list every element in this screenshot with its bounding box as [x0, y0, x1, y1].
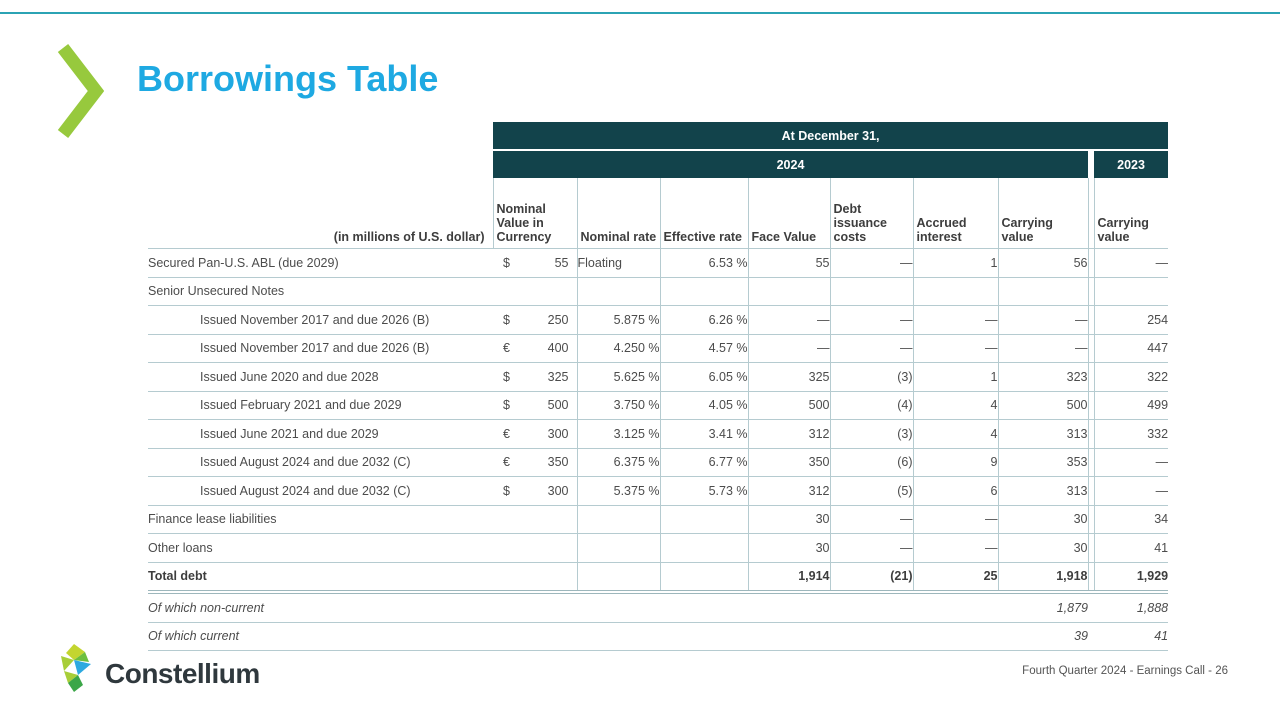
- cell-face-value: 1,914: [748, 562, 830, 592]
- cell-debt-issuance-costs: —: [830, 534, 913, 563]
- cell-nominal-rate: 6.375 %: [577, 448, 660, 477]
- cell-carrying-value-2024: 39: [998, 622, 1088, 651]
- cell-accrued-interest: [913, 277, 998, 306]
- table-row: [148, 391, 1168, 420]
- table-row: [148, 505, 1168, 534]
- nominal-amount: 500: [547, 398, 569, 413]
- table-row: [148, 448, 1168, 477]
- cell-nominal-value: [493, 592, 577, 622]
- cell-nominal-value: [493, 534, 577, 563]
- row-label: Issued August 2024 and due 2032 (C): [148, 477, 493, 506]
- cell-face-value: 30: [748, 534, 830, 563]
- table-row: [148, 592, 1168, 622]
- row-label: Issued June 2020 and due 2028: [148, 363, 493, 392]
- cell-nominal-rate: [577, 534, 660, 563]
- cell-carrying-value-2023: 499: [1094, 391, 1168, 420]
- cell-nominal-rate: 5.875 %: [577, 306, 660, 335]
- cell-accrued-interest: 4: [913, 391, 998, 420]
- brand-logo: [57, 643, 260, 698]
- col-header-carrying-value-2024: Carrying value: [998, 178, 1088, 249]
- cell-debt-issuance-costs: (3): [830, 363, 913, 392]
- nominal-amount: 325: [547, 369, 569, 384]
- cell-face-value: [748, 277, 830, 306]
- cell-face-value: 55: [748, 249, 830, 278]
- row-label: Issued February 2021 and due 2029: [148, 391, 493, 420]
- cell-debt-issuance-costs: —: [830, 306, 913, 335]
- cell-carrying-value-2024: 313: [998, 477, 1088, 506]
- cell-carrying-value-2023: 332: [1094, 420, 1168, 449]
- top-accent-line: [0, 12, 1280, 14]
- cell-nominal-value: [493, 391, 577, 420]
- cell-carrying-value-2024: —: [998, 334, 1088, 363]
- row-label: Total debt: [148, 562, 493, 592]
- cell-effective-rate: [660, 534, 748, 563]
- cell-carrying-value-2023: 34: [1094, 505, 1168, 534]
- cell-nominal-rate: 3.125 %: [577, 420, 660, 449]
- cell-nominal-rate: [577, 277, 660, 306]
- table-row: [148, 534, 1168, 563]
- cell-carrying-value-2023: 1,888: [1094, 592, 1168, 622]
- brand-wordmark: Constellium: [105, 657, 260, 689]
- cell-carrying-value-2024: 353: [998, 448, 1088, 477]
- cell-nominal-rate: [577, 622, 660, 651]
- cell-carrying-value-2023: 41: [1094, 534, 1168, 563]
- cell-nominal-rate: [577, 592, 660, 622]
- cell-accrued-interest: 9: [913, 448, 998, 477]
- cell-face-value: —: [748, 334, 830, 363]
- cell-accrued-interest: 1: [913, 363, 998, 392]
- currency-symbol: €: [503, 426, 510, 441]
- cell-carrying-value-2024: 30: [998, 505, 1088, 534]
- row-label: Issued August 2024 and due 2032 (C): [148, 448, 493, 477]
- cell-nominal-rate: [577, 562, 660, 592]
- cell-carrying-value-2023: —: [1094, 249, 1168, 278]
- cell-nominal-value: [493, 448, 577, 477]
- cell-accrued-interest: [913, 592, 998, 622]
- col-header-face-value: Face Value: [748, 178, 830, 249]
- cell-debt-issuance-costs: —: [830, 249, 913, 278]
- cell-nominal-rate: [577, 505, 660, 534]
- currency-symbol: €: [503, 455, 510, 470]
- cell-carrying-value-2024: 56: [998, 249, 1088, 278]
- header-blank-cell: [148, 150, 493, 178]
- cell-carrying-value-2023: 41: [1094, 622, 1168, 651]
- col-header-carrying-value-2023: Carrying value: [1094, 178, 1168, 249]
- cell-nominal-value: [493, 277, 577, 306]
- table-row: [148, 277, 1168, 306]
- cell-face-value: 312: [748, 477, 830, 506]
- row-label: Of which non-current: [148, 592, 493, 622]
- table-row: [148, 622, 1168, 651]
- cell-accrued-interest: —: [913, 505, 998, 534]
- cell-debt-issuance-costs: —: [830, 505, 913, 534]
- row-label: Secured Pan-U.S. ABL (due 2029): [148, 249, 493, 278]
- unit-note: (in millions of U.S. dollar): [148, 178, 493, 249]
- cell-nominal-rate: 5.625 %: [577, 363, 660, 392]
- row-label: Finance lease liabilities: [148, 505, 493, 534]
- cell-debt-issuance-costs: (6): [830, 448, 913, 477]
- cell-face-value: 312: [748, 420, 830, 449]
- row-label: Senior Unsecured Notes: [148, 277, 493, 306]
- nominal-amount: 300: [547, 483, 569, 498]
- header-date-cell: At December 31,: [493, 122, 1168, 150]
- cell-nominal-rate: Floating: [577, 249, 660, 278]
- currency-symbol: $: [503, 312, 510, 327]
- table-row: [148, 363, 1168, 392]
- table-row: [148, 477, 1168, 506]
- chevron-right-icon: [56, 44, 104, 143]
- nominal-amount: 55: [554, 255, 569, 270]
- cell-carrying-value-2023: 322: [1094, 363, 1168, 392]
- cell-carrying-value-2024: 313: [998, 420, 1088, 449]
- cell-accrued-interest: 6: [913, 477, 998, 506]
- header-blank-cell: [148, 122, 493, 150]
- cell-nominal-rate: 5.375 %: [577, 477, 660, 506]
- cell-accrued-interest: 4: [913, 420, 998, 449]
- cell-accrued-interest: 1: [913, 249, 998, 278]
- cell-effective-rate: [660, 622, 748, 651]
- table-column-headers: [148, 178, 1168, 249]
- nominal-amount: 350: [547, 455, 569, 470]
- cell-debt-issuance-costs: [830, 277, 913, 306]
- table-row: [148, 334, 1168, 363]
- cell-face-value: 325: [748, 363, 830, 392]
- cell-nominal-value: [493, 622, 577, 651]
- cell-effective-rate: [660, 505, 748, 534]
- cell-accrued-interest: 25: [913, 562, 998, 592]
- page-title: Borrowings Table: [137, 58, 439, 99]
- cell-nominal-value: [493, 477, 577, 506]
- cell-nominal-value: [493, 505, 577, 534]
- currency-symbol: $: [503, 369, 510, 384]
- cell-face-value: 30: [748, 505, 830, 534]
- cell-carrying-value-2023: —: [1094, 448, 1168, 477]
- cell-face-value: [748, 622, 830, 651]
- table-row: [148, 562, 1168, 592]
- cell-effective-rate: 3.41 %: [660, 420, 748, 449]
- cell-debt-issuance-costs: —: [830, 334, 913, 363]
- borrowings-tbody: [148, 249, 1168, 651]
- nominal-amount: 300: [547, 426, 569, 441]
- table-header-band-years: [148, 150, 1168, 178]
- cell-effective-rate: [660, 562, 748, 592]
- col-header-debt-issuance-costs: Debt issuance costs: [830, 178, 913, 249]
- constellium-logo-icon: [57, 643, 99, 698]
- col-header-accrued-interest: Accrued interest: [913, 178, 998, 249]
- cell-accrued-interest: —: [913, 334, 998, 363]
- cell-effective-rate: 6.05 %: [660, 363, 748, 392]
- table-row: [148, 249, 1168, 278]
- cell-effective-rate: [660, 277, 748, 306]
- cell-carrying-value-2024: —: [998, 306, 1088, 335]
- cell-face-value: [748, 592, 830, 622]
- cell-carrying-value-2024: 1,879: [998, 592, 1088, 622]
- row-label: Issued November 2017 and due 2026 (B): [148, 306, 493, 335]
- row-label: Other loans: [148, 534, 493, 563]
- cell-effective-rate: 6.26 %: [660, 306, 748, 335]
- cell-effective-rate: 6.53 %: [660, 249, 748, 278]
- cell-face-value: 500: [748, 391, 830, 420]
- cell-nominal-value: [493, 562, 577, 592]
- cell-accrued-interest: [913, 622, 998, 651]
- currency-symbol: $: [503, 398, 510, 413]
- cell-face-value: 350: [748, 448, 830, 477]
- borrowings-table: [148, 122, 1168, 651]
- nominal-amount: 400: [547, 341, 569, 356]
- cell-debt-issuance-costs: (21): [830, 562, 913, 592]
- row-label: Issued June 2021 and due 2029: [148, 420, 493, 449]
- cell-effective-rate: 6.77 %: [660, 448, 748, 477]
- cell-debt-issuance-costs: [830, 592, 913, 622]
- cell-accrued-interest: —: [913, 534, 998, 563]
- col-header-nominal-value: Nominal Value in Currency: [493, 178, 577, 249]
- table-row: [148, 306, 1168, 335]
- footer-page-label: Fourth Quarter 2024 - Earnings Call - 26: [1022, 665, 1228, 677]
- currency-symbol: $: [503, 483, 510, 498]
- cell-debt-issuance-costs: (5): [830, 477, 913, 506]
- row-label: Issued November 2017 and due 2026 (B): [148, 334, 493, 363]
- cell-debt-issuance-costs: [830, 622, 913, 651]
- table-row: [148, 420, 1168, 449]
- nominal-amount: 250: [547, 312, 569, 327]
- cell-carrying-value-2023: 447: [1094, 334, 1168, 363]
- cell-carrying-value-2023: —: [1094, 477, 1168, 506]
- cell-carrying-value-2024: 323: [998, 363, 1088, 392]
- cell-accrued-interest: —: [913, 306, 998, 335]
- cell-nominal-rate: 4.250 %: [577, 334, 660, 363]
- borrowings-table-wrap: [148, 122, 1168, 651]
- col-header-nominal-rate: Nominal rate: [577, 178, 660, 249]
- cell-effective-rate: [660, 592, 748, 622]
- cell-carrying-value-2024: 500: [998, 391, 1088, 420]
- cell-carrying-value-2023: 254: [1094, 306, 1168, 335]
- cell-debt-issuance-costs: (3): [830, 420, 913, 449]
- cell-carrying-value-2024: 30: [998, 534, 1088, 563]
- table-header-band-date: [148, 122, 1168, 150]
- header-year-2024: 2024: [493, 150, 1088, 178]
- cell-carrying-value-2024: 1,918: [998, 562, 1088, 592]
- cell-nominal-value: [493, 306, 577, 335]
- cell-effective-rate: 4.05 %: [660, 391, 748, 420]
- row-label: Of which current: [148, 622, 493, 651]
- cell-nominal-value: [493, 334, 577, 363]
- cell-nominal-rate: 3.750 %: [577, 391, 660, 420]
- cell-face-value: —: [748, 306, 830, 335]
- currency-symbol: $: [503, 255, 510, 270]
- cell-nominal-value: [493, 249, 577, 278]
- cell-carrying-value-2023: [1094, 277, 1168, 306]
- cell-debt-issuance-costs: (4): [830, 391, 913, 420]
- col-header-effective-rate: Effective rate: [660, 178, 748, 249]
- cell-effective-rate: 4.57 %: [660, 334, 748, 363]
- header-year-2023: 2023: [1094, 150, 1168, 178]
- currency-symbol: €: [503, 341, 510, 356]
- cell-nominal-value: [493, 363, 577, 392]
- cell-carrying-value-2024: [998, 277, 1088, 306]
- cell-effective-rate: 5.73 %: [660, 477, 748, 506]
- cell-carrying-value-2023: 1,929: [1094, 562, 1168, 592]
- cell-nominal-value: [493, 420, 577, 449]
